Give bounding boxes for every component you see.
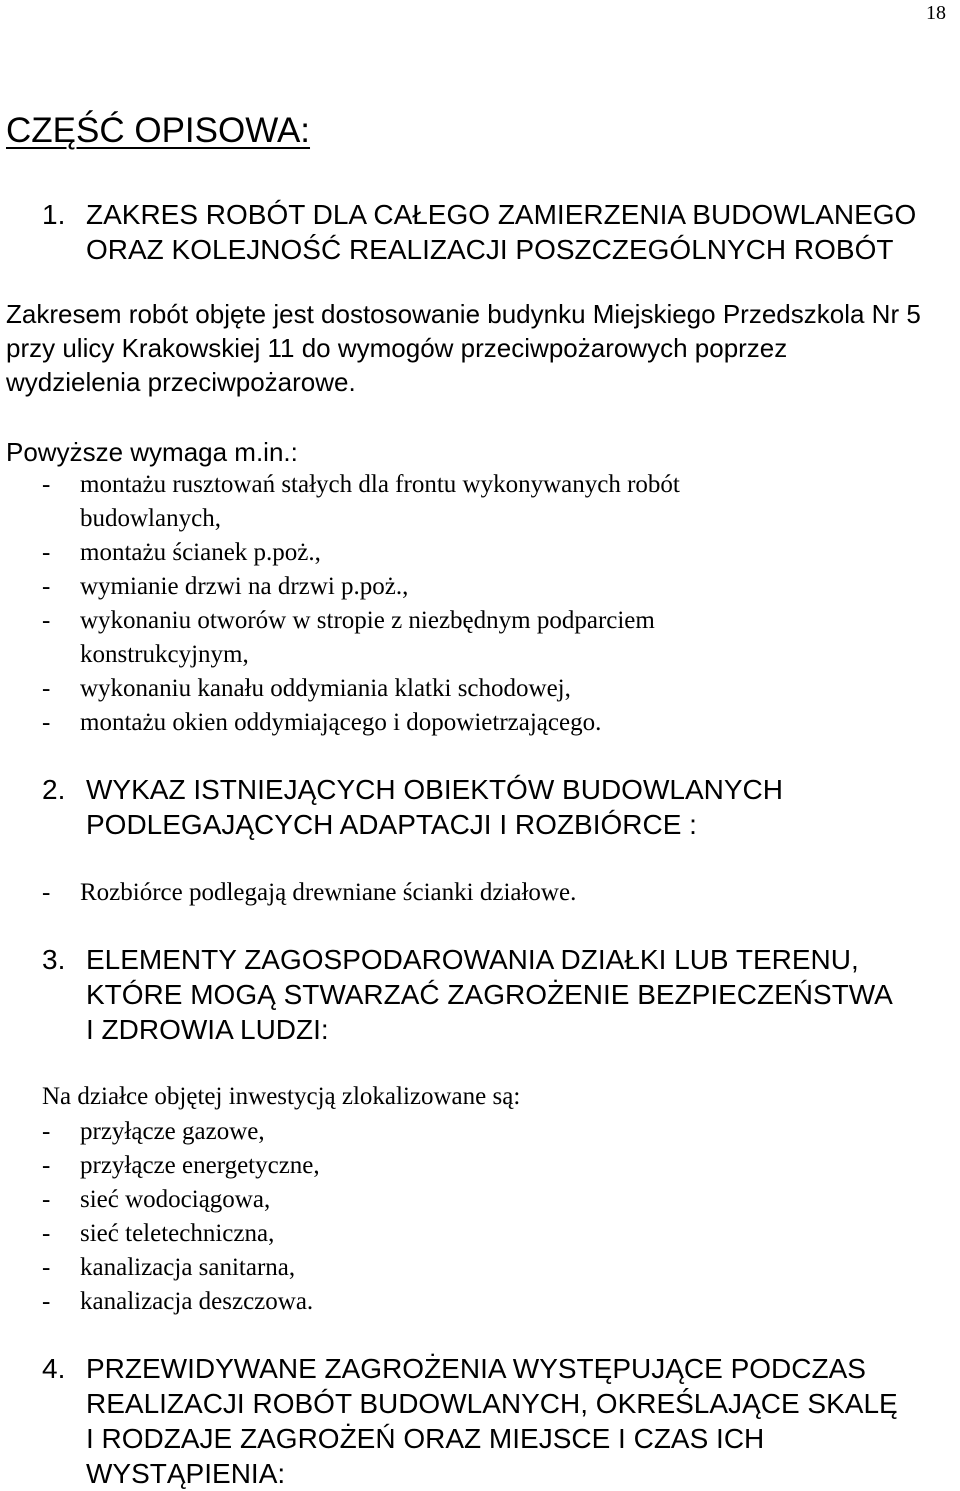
list-dash: - <box>42 573 51 600</box>
list-dash: - <box>42 1118 51 1145</box>
section-3-number: 3. <box>42 944 66 975</box>
section-4-number: 4. <box>42 1353 66 1384</box>
list-item-text: sieć wodociągowa, <box>80 1186 271 1213</box>
list-item-text-cont: budowlanych, <box>80 505 221 532</box>
section-1-heading-line: ZAKRES ROBÓT DLA CAŁEGO ZAMIERZENIA BUDOWLANEGO <box>86 199 917 230</box>
list-item <box>42 876 576 910</box>
list-item <box>42 536 680 570</box>
list-item <box>42 672 680 706</box>
list-dash: - <box>42 709 51 736</box>
list-item-text: przyłącze gazowe, <box>80 1118 265 1145</box>
list-item <box>42 604 680 672</box>
section-2-list <box>42 876 576 910</box>
page-number: 18 <box>926 2 946 24</box>
list-dash: - <box>42 471 51 498</box>
list-item-text: wymianie drzwi na drzwi p.poż., <box>80 573 409 600</box>
list-item <box>42 1251 320 1285</box>
list-item-text: montażu ścianek p.poż., <box>80 539 321 566</box>
section-4-heading-line: WYSTĄPIENIA: <box>86 1458 286 1489</box>
section-2-heading-line: WYKAZ ISTNIEJĄCYCH OBIEKTÓW BUDOWLANYCH <box>86 774 783 805</box>
list-item <box>42 706 680 740</box>
section-3-heading <box>42 942 893 1047</box>
list-item <box>42 1115 320 1149</box>
list-item-text: wykonaniu kanału oddymiania klatki schodowej, <box>80 675 571 702</box>
list-dash: - <box>42 1186 51 1213</box>
paragraph-line: przy ulicy Krakowskiej 11 do wymogów przeciwpożarowych poprzez <box>6 333 788 363</box>
list-item <box>42 1217 320 1251</box>
list-item-text: kanalizacja sanitarna, <box>80 1254 296 1281</box>
list-item-text: przyłącze energetyczne, <box>80 1152 320 1179</box>
section-1-intro: Powyższe wymaga m.in.: <box>6 437 298 467</box>
list-dash: - <box>42 539 51 566</box>
paragraph-line: wydzielenia przeciwpożarowe. <box>6 367 356 397</box>
section-4-heading-line: PRZEWIDYWANE ZAGROŻENIA WYSTĘPUJĄCE PODCZAS <box>86 1353 866 1384</box>
list-item-text: sieć teletechniczna, <box>80 1220 275 1247</box>
section-1-heading <box>42 197 916 267</box>
list-dash: - <box>42 879 51 906</box>
section-2-heading-line: PODLEGAJĄCYCH ADAPTACJI I ROZBIÓRCE : <box>86 809 697 840</box>
list-item <box>42 1285 320 1319</box>
paragraph-line: Zakresem robót objęte jest dostosowanie budynku Miejskiego Przedszkola Nr 5 <box>6 299 921 329</box>
section-3-list <box>42 1115 320 1319</box>
section-4-heading-line: REALIZACJI ROBÓT BUDOWLANYCH, OKREŚLAJĄCE SKALĘ <box>86 1388 898 1419</box>
page-title: CZĘŚĆ OPISOWA: <box>6 111 311 150</box>
section-4-heading-line: I RODZAJE ZAGROŻEŃ ORAZ MIEJSCE I CZAS ICH <box>86 1423 765 1454</box>
list-item <box>42 468 680 536</box>
section-2-number: 2. <box>42 774 66 805</box>
section-2-heading <box>42 772 783 842</box>
list-item-text: montażu rusztowań stałych dla frontu wykonywanych robót <box>80 471 680 498</box>
section-3-intro: Na działce objętej inwestycją zlokalizowane są: <box>42 1083 521 1110</box>
list-dash: - <box>42 1288 51 1315</box>
section-1-paragraph <box>6 297 921 399</box>
list-dash: - <box>42 1152 51 1179</box>
section-3-heading-line: I ZDROWIA LUDZI: <box>86 1014 329 1045</box>
list-dash: - <box>42 675 51 702</box>
list-item <box>42 1149 320 1183</box>
list-dash: - <box>42 1220 51 1247</box>
section-1-heading-line: ORAZ KOLEJNOŚĆ REALIZACJI POSZCZEGÓLNYCH ROBÓT <box>86 234 894 265</box>
list-dash: - <box>42 607 51 634</box>
list-item-text: montażu okien oddymiającego i dopowietrzającego. <box>80 709 602 736</box>
list-item-text-cont: konstrukcyjnym, <box>80 641 249 668</box>
section-3-heading-line: ELEMENTY ZAGOSPODAROWANIA DZIAŁKI LUB TERENU, <box>86 944 859 975</box>
list-dash: - <box>42 1254 51 1281</box>
list-item <box>42 570 680 604</box>
list-item <box>42 1183 320 1217</box>
list-item-text: kanalizacja deszczowa. <box>80 1288 314 1315</box>
section-4-heading <box>42 1351 898 1491</box>
list-item-text: Rozbiórce podlegają drewniane ścianki działowe. <box>80 879 577 906</box>
section-1-list <box>42 468 680 740</box>
section-1-number: 1. <box>42 199 66 230</box>
section-3-heading-line: KTÓRE MOGĄ STWARZAĆ ZAGROŻENIE BEZPIECZEŃSTWA <box>86 979 893 1010</box>
list-item-text: wykonaniu otworów w stropie z niezbędnym podparciem <box>80 607 655 634</box>
